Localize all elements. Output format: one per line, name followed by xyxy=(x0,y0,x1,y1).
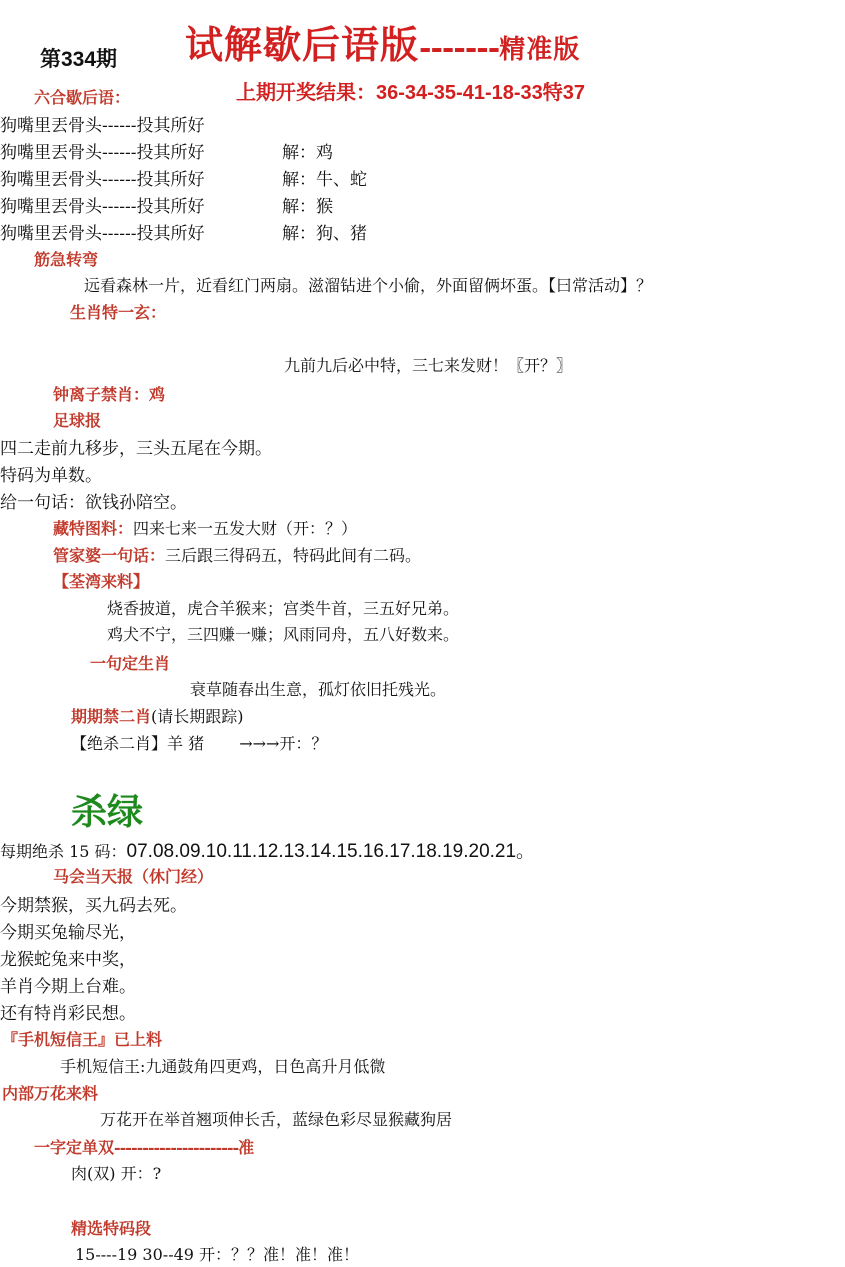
yizi-suffix: 准 xyxy=(238,1138,255,1157)
title-dashes: ------- xyxy=(419,31,500,66)
mahui-line: 龙猴蛇兔来中奖， xyxy=(0,950,136,970)
jueshao-label: 每期绝杀 15 码： xyxy=(0,842,127,861)
guanjia-text: 三后跟三得码五，特码此间有二码。 xyxy=(165,546,422,565)
quanwan-heading: 【荃湾来料】 xyxy=(53,572,150,591)
liuhe-row xyxy=(0,219,367,244)
liuhe-row xyxy=(0,111,204,136)
shalv-title: 杀绿 xyxy=(71,791,144,833)
shouji-text: 手机短信王:九通鼓角四更鸡，日色高升月低微 xyxy=(60,1057,386,1076)
jueshao-line xyxy=(0,836,535,863)
mahui-line: 还有特肖彩民想。 xyxy=(0,1004,136,1024)
cangte-label: 藏特图料： xyxy=(53,519,134,538)
mahui-heading: 马会当天报（休门经） xyxy=(53,867,214,886)
liuhe-row xyxy=(0,138,333,163)
qiqi-heading: 期期禁二肖 xyxy=(71,707,152,726)
liuhe-row xyxy=(0,192,333,217)
zuqiu-line: 给一句话：欲钱孙陪空。 xyxy=(0,493,187,513)
liuhe-row-answer: 解：猴 xyxy=(282,197,333,217)
mahui-line: 今期禁猴，买九码去死。 xyxy=(0,896,187,916)
qiqi-arrows: →→→开：？ xyxy=(239,734,328,753)
liuhe-row-answer: 解：狗、猪 xyxy=(282,224,367,244)
quanwan-line: 鸡犬不宁，三四赚一赚；风雨同舟，五八好数来。 xyxy=(107,625,460,644)
quanwan-line: 烧香披道，虎合羊猴来；宫类牛首，三五好兄弟。 xyxy=(107,599,460,618)
guanjia-line xyxy=(53,543,421,566)
yizi-heading: 一字定单双 xyxy=(34,1138,115,1157)
wanhua-heading: 内部万花来料 xyxy=(2,1084,99,1103)
liuhe-row-text: 狗嘴里丟骨头------投其所好 xyxy=(0,116,205,136)
qiqi-line: 【绝杀二肖】羊 猪 xyxy=(71,734,205,753)
zhongli-text: 钟离子禁肖：鸡 xyxy=(53,385,166,404)
yizi-dashes: ---------------------- xyxy=(114,1138,239,1157)
liuhe-row-text: 狗嘴里丟骨头------投其所好 xyxy=(0,143,205,163)
mahui-line: 羊肖今期上台难。 xyxy=(0,977,136,997)
liuhe-row-answer: 解：牛、蛇 xyxy=(282,170,367,190)
liuhe-heading: 六合歇后语： xyxy=(34,88,131,107)
shouji-heading: 『手机短信王』已上料 xyxy=(2,1030,163,1049)
page-title xyxy=(185,14,580,69)
zuqiu-line: 四二走前九移步，三头五尾在今期。 xyxy=(0,439,272,459)
title-suffix: 精准版 xyxy=(499,35,581,65)
shengxiao-heading: 生肖特一玄： xyxy=(70,303,167,322)
qiqi-note: (请长期跟踪) xyxy=(151,707,244,726)
cangte-line xyxy=(53,516,357,539)
jinji-text: 远看森林一片，近看红门两扇。滋溜钻进个小偷，外面留俩坏蛋。【曰常活动】？ xyxy=(84,276,653,295)
yizi-text: 肉(双) 开：? xyxy=(71,1164,162,1183)
zuqiu-heading: 足球报 xyxy=(53,411,102,430)
liuhe-row-text: 狗嘴里丟骨头------投其所好 xyxy=(0,197,205,217)
wanhua-text: 万花开在举首翘项伸长舌，蓝绿色彩尽显猴藏狗居 xyxy=(100,1110,453,1129)
issue-number: 第334期 xyxy=(40,48,118,71)
jingxuan-text: 15----19 30--49 开：？？准！准！准！ xyxy=(75,1245,360,1264)
yizi-heading-line xyxy=(34,1135,254,1158)
yiju-heading: 一句定生肖 xyxy=(90,654,171,673)
zuqiu-line: 特码为单数。 xyxy=(0,466,102,486)
jingxuan-heading: 精选特码段 xyxy=(71,1219,152,1238)
qiqi-jueshao-line xyxy=(71,731,327,754)
cangte-text: 四来七来一五发大财（开：？） xyxy=(133,519,358,538)
shengxiao-text: 九前九后必中特，三七来发财！〖开？〗 xyxy=(284,356,573,375)
liuhe-row-answer: 解：鸡 xyxy=(282,143,333,163)
jinji-heading: 筋急转弯 xyxy=(34,250,99,269)
liuhe-row-text: 狗嘴里丟骨头------投其所好 xyxy=(0,224,205,244)
last-result: 上期开奖结果：36-34-35-41-18-33特37 xyxy=(236,82,586,104)
title-main: 试解歇后语版 xyxy=(185,22,420,67)
mahui-line: 今期买兔输尽光， xyxy=(0,923,136,943)
liuhe-row-text: 狗嘴里丟骨头------投其所好 xyxy=(0,170,205,190)
guanjia-label: 管家婆一句话： xyxy=(53,546,166,565)
jueshao-numbers: 07.08.09.10.11.12.13.14.15.16.17.18.19.20.21。 xyxy=(126,841,536,862)
liuhe-row xyxy=(0,165,367,190)
yiju-text: 衰草随春出生意，孤灯依旧托残光。 xyxy=(190,680,447,699)
qiqi-heading-line xyxy=(71,704,244,727)
